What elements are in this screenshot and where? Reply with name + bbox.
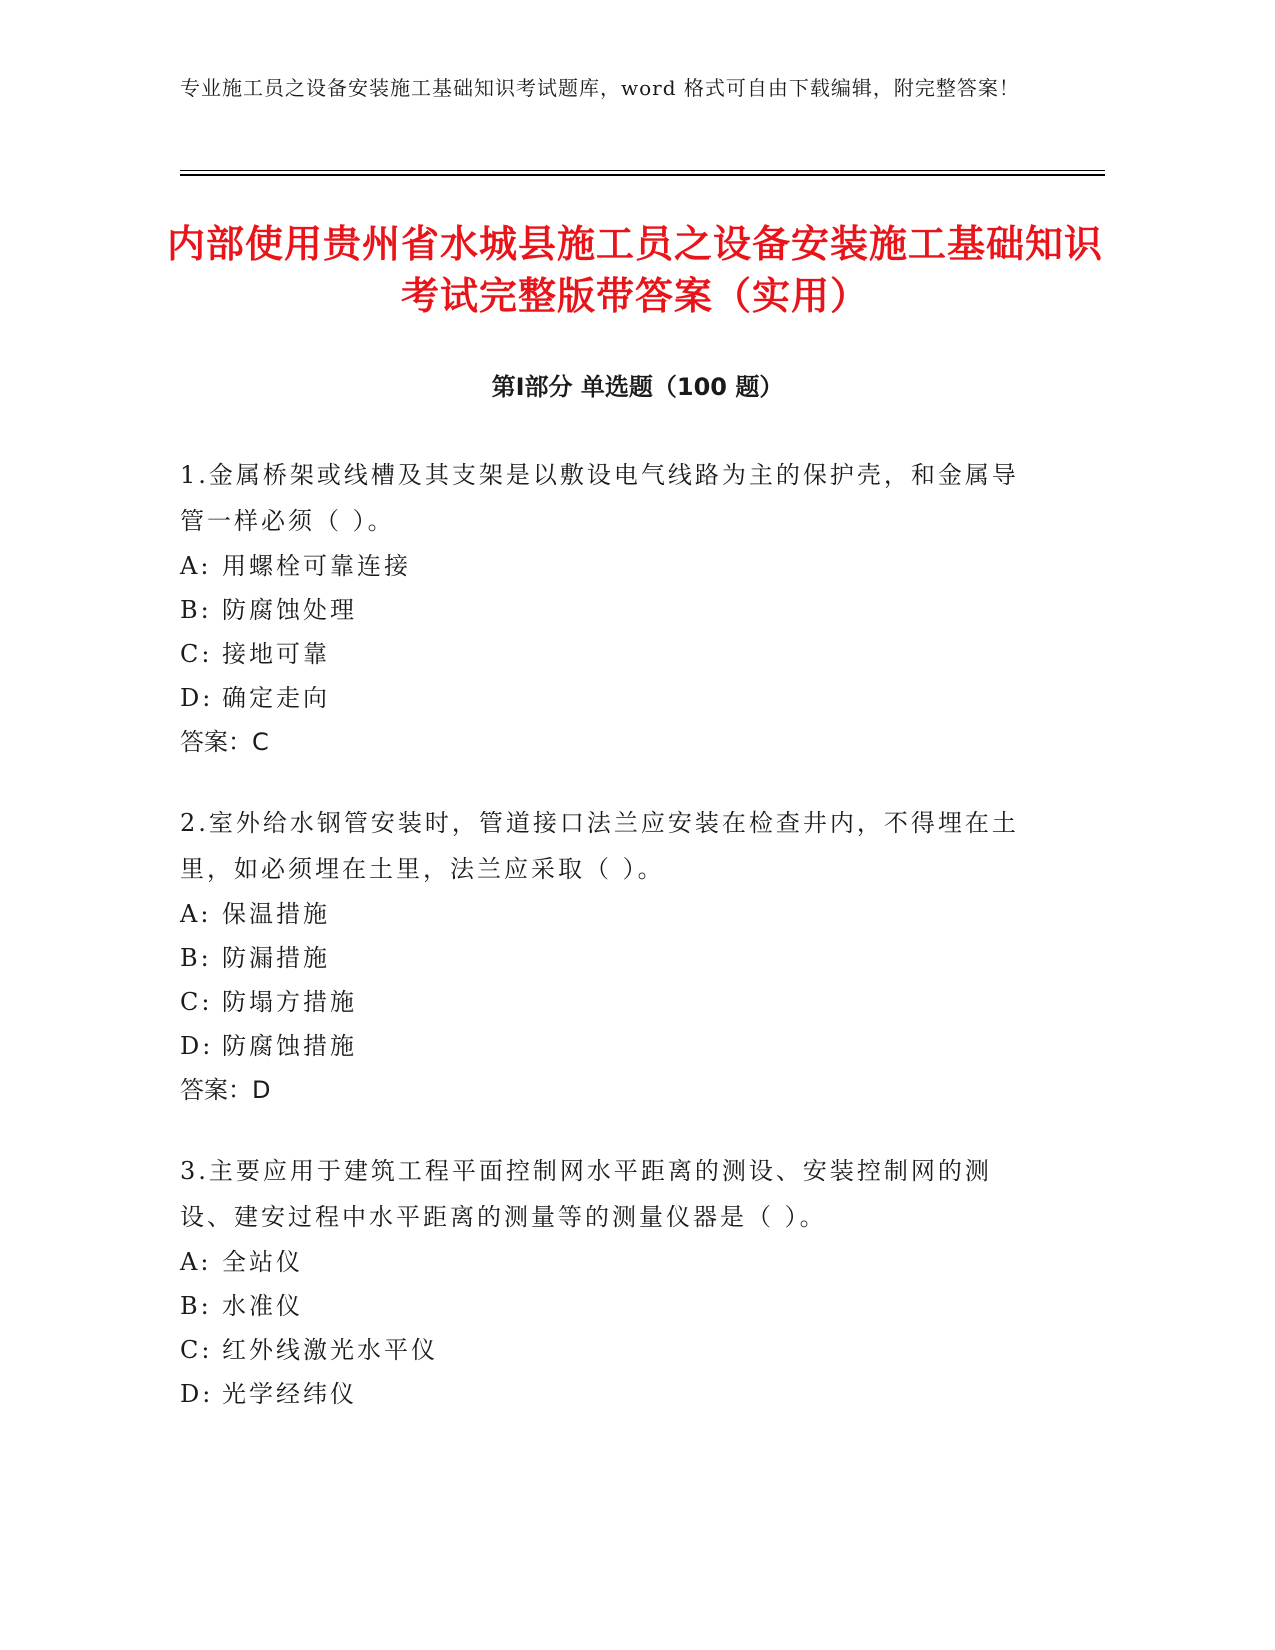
- question-stem: 3.主要应用于建筑工程平面控制网水平距离的测设、安装控制网的测设、建安过程中水平距离的测量等的测量仪器是（ ）。: [180, 1157, 992, 1231]
- question-stem: 1.金属桥架或线槽及其支架是以敷设电气线路为主的保护壳，和金属导管一样必须（ ）。: [180, 461, 1019, 535]
- option-letter: A:: [180, 552, 212, 580]
- question-2: [180, 800, 1040, 1112]
- option-text: 确定走向: [222, 684, 330, 712]
- option-a: [180, 892, 1040, 936]
- option-a: [180, 1240, 1040, 1284]
- option-c: [180, 1328, 1040, 1372]
- option-letter: C:: [180, 640, 213, 668]
- question-stem: 2.室外给水钢管安装时，管道接口法兰应安装在检查井内，不得埋在土里，如必须埋在土里，法兰应采取（ ）。: [180, 809, 1019, 883]
- option-text: 用螺栓可靠连接: [222, 552, 411, 580]
- option-text: 防腐蚀措施: [222, 1032, 357, 1060]
- section-title: 第Ⅰ部分 单选题（100 题）: [491, 373, 784, 401]
- option-letter: B:: [180, 944, 212, 972]
- question-3: [180, 1148, 1040, 1416]
- header-note: 专业施工员之设备安装施工基础知识考试题库，word 格式可自由下载编辑，附完整答案！: [180, 76, 1020, 100]
- option-letter: D:: [180, 1380, 214, 1408]
- option-text: 红外线激光水平仪: [222, 1336, 438, 1364]
- option-letter: B:: [180, 596, 212, 624]
- option-c: [180, 632, 1040, 676]
- option-d: [180, 1024, 1040, 1068]
- option-d: [180, 676, 1040, 720]
- option-a: [180, 544, 1040, 588]
- option-letter: A:: [180, 1248, 212, 1276]
- option-text: 防漏措施: [222, 944, 330, 972]
- option-b: [180, 936, 1040, 980]
- option-text: 防腐蚀处理: [222, 596, 357, 624]
- option-letter: B:: [180, 1292, 212, 1320]
- answer: 答案：D: [180, 1076, 271, 1104]
- header-divider-thick: [180, 174, 1105, 176]
- option-d: [180, 1372, 1040, 1416]
- option-letter: D:: [180, 1032, 214, 1060]
- header-divider-thin: [180, 170, 1105, 171]
- option-letter: D:: [180, 684, 214, 712]
- option-b: [180, 588, 1040, 632]
- option-c: [180, 980, 1040, 1024]
- answer: 答案：C: [180, 728, 269, 756]
- option-text: 光学经纬仪: [222, 1380, 357, 1408]
- document-title: 内部使用贵州省水城县施工员之设备安装施工基础知识考试完整版带答案（实用）: [166, 222, 1103, 318]
- option-letter: C:: [180, 988, 213, 1016]
- option-b: [180, 1284, 1040, 1328]
- option-letter: C:: [180, 1336, 213, 1364]
- option-text: 水准仪: [222, 1292, 303, 1320]
- option-text: 全站仪: [222, 1248, 303, 1276]
- option-letter: A:: [180, 900, 212, 928]
- option-text: 保温措施: [222, 900, 330, 928]
- question-1: [180, 452, 1040, 764]
- option-text: 防塌方措施: [222, 988, 357, 1016]
- option-text: 接地可靠: [222, 640, 330, 668]
